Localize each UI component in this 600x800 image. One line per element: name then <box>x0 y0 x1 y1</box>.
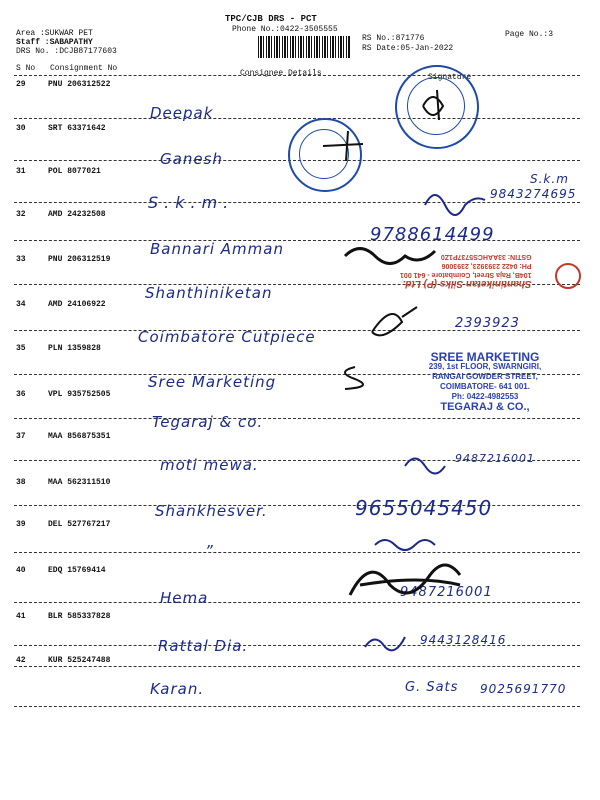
phone-handwritten: 2393923 <box>455 316 520 331</box>
phone-number: Phone No.:0422-3505555 <box>232 25 338 34</box>
divider <box>14 75 580 76</box>
drs-number: DRS No. :DCJB87177603 <box>16 47 117 56</box>
sheet-title: TPC/CJB DRS - PCT <box>225 14 317 24</box>
shanti-name: Shantiniketan Silks (P) Ltd. <box>402 278 532 289</box>
page-number: Page No.:3 <box>505 30 554 39</box>
sree-address-1: 239, 1st FLOOR, SWARNGIRI, <box>428 362 542 371</box>
row-consignment: EDQ 15769414 <box>48 566 106 575</box>
column-sno: S No <box>16 64 36 73</box>
row-consignment: BLR 585337828 <box>48 612 111 621</box>
consignee-name: Ganesh <box>160 150 223 168</box>
rs-date: RS Date:05-Jan-2022 <box>362 44 454 53</box>
row-consignment: AMD 24232508 <box>48 210 106 219</box>
signature-scribble <box>415 86 455 126</box>
row-sno: 39 <box>16 520 26 529</box>
consignee-name: moti mewa. <box>160 456 259 474</box>
signature-scribble <box>420 180 500 220</box>
row-consignment: VPL 935752505 <box>48 390 111 399</box>
consignee-name: Tegaraj & co. <box>152 413 264 431</box>
red-logo <box>555 263 581 289</box>
row-sno: 40 <box>16 566 26 575</box>
column-signature: Signature <box>428 73 472 82</box>
column-consignment: Consignment No <box>50 64 118 73</box>
divider <box>14 552 580 553</box>
phone-handwritten: 9487216001 <box>400 585 493 600</box>
area-label: Area :SUKWAR PET <box>16 29 93 38</box>
signature-scribble <box>318 126 368 166</box>
divider <box>14 706 580 707</box>
consignee-name: ” <box>205 542 214 560</box>
consignee-name: Bannari Amman <box>150 240 284 258</box>
row-sno: 36 <box>16 390 26 399</box>
signature-scribble <box>330 362 370 392</box>
rs-number: RS No.:871776 <box>362 34 425 43</box>
signature-scribble <box>360 627 410 657</box>
row-consignment: PNU 206312519 <box>48 255 111 264</box>
sree-address-4: Ph: 0422-4982553 <box>451 392 519 401</box>
divider <box>14 118 580 119</box>
divider <box>14 666 580 667</box>
phone-handwritten: 9843274695 <box>490 187 577 201</box>
consignee-name: Sree Marketing <box>148 373 277 391</box>
divider <box>14 602 580 603</box>
sree-address-2: RANGAI GOWDER STREET, <box>432 372 538 381</box>
sree-address-3: COIMBATORE- 641 001. <box>440 382 530 391</box>
signature-scribble <box>340 236 440 276</box>
divider <box>14 240 580 241</box>
consignee-name: Deepak <box>150 104 214 122</box>
consignee-name: Shankhesver. <box>155 502 268 520</box>
row-sno: 42 <box>16 656 26 665</box>
row-consignment: KUR 525247488 <box>48 656 111 665</box>
divider <box>14 418 580 419</box>
phone-handwritten: 9655045450 <box>355 496 493 520</box>
phone-handwritten: 9487216001 <box>455 452 535 465</box>
row-consignment: DEL 527767217 <box>48 520 111 529</box>
consignee-name: Shanthiniketan <box>145 284 273 302</box>
row-consignment: POL 8077021 <box>48 167 101 176</box>
staff-label: Staff :SABAPATHY <box>16 38 93 47</box>
barcode <box>258 36 350 58</box>
row-consignment: MAA 856875351 <box>48 432 111 441</box>
tegaraj-name: TEGARAJ & CO., <box>440 401 530 413</box>
phone-handwritten: 9443128416 <box>420 633 507 647</box>
row-sno: 29 <box>16 80 26 89</box>
row-sno: 31 <box>16 167 26 176</box>
sree-marketing-stamp <box>395 352 575 412</box>
row-consignment: AMD 24106922 <box>48 300 106 309</box>
divider <box>14 505 580 506</box>
signature: S.k.m <box>530 172 569 186</box>
consignee-name: Coimbatore Cutpiece <box>138 328 316 346</box>
row-sno: 30 <box>16 124 26 133</box>
row-sno: 33 <box>16 255 26 264</box>
row-sno: 35 <box>16 344 26 353</box>
consignee-name: Karan. <box>150 680 205 698</box>
consignee-name: S.k.m. <box>148 193 235 212</box>
signature-scribble <box>340 555 470 610</box>
shanti-address: 104B, Raja Street, Coimbatore - 641 001 <box>400 271 532 278</box>
signature-scribble <box>362 302 422 342</box>
row-sno: 32 <box>16 210 26 219</box>
signature: G. Sats <box>405 680 459 695</box>
shanti-phone: PH: 0422 2393923, 2393006 <box>441 262 532 269</box>
row-consignment: MAA 562311510 <box>48 478 111 487</box>
row-consignment: SRT 63371642 <box>48 124 106 133</box>
row-sno: 38 <box>16 478 26 487</box>
phone-handwritten: 9025691770 <box>480 682 567 696</box>
sree-name: SREE MARKETING <box>430 350 540 364</box>
shanti-gst: GSTIN: 33AAHCS5737P1Z0 <box>440 253 532 260</box>
signature-scribble <box>370 525 450 555</box>
consignee-name: Rattal Dia. <box>158 637 249 655</box>
row-consignment: PNU 206312522 <box>48 80 111 89</box>
column-details: Consignee Details <box>240 69 322 78</box>
row-sno: 37 <box>16 432 26 441</box>
row-sno: 34 <box>16 300 26 309</box>
consignee-name: Hema <box>160 589 209 607</box>
row-sno: 41 <box>16 612 26 621</box>
signature-scribble <box>400 446 460 476</box>
phone-handwritten: 9788614499 <box>370 224 495 245</box>
row-consignment: PLN 1359828 <box>48 344 101 353</box>
